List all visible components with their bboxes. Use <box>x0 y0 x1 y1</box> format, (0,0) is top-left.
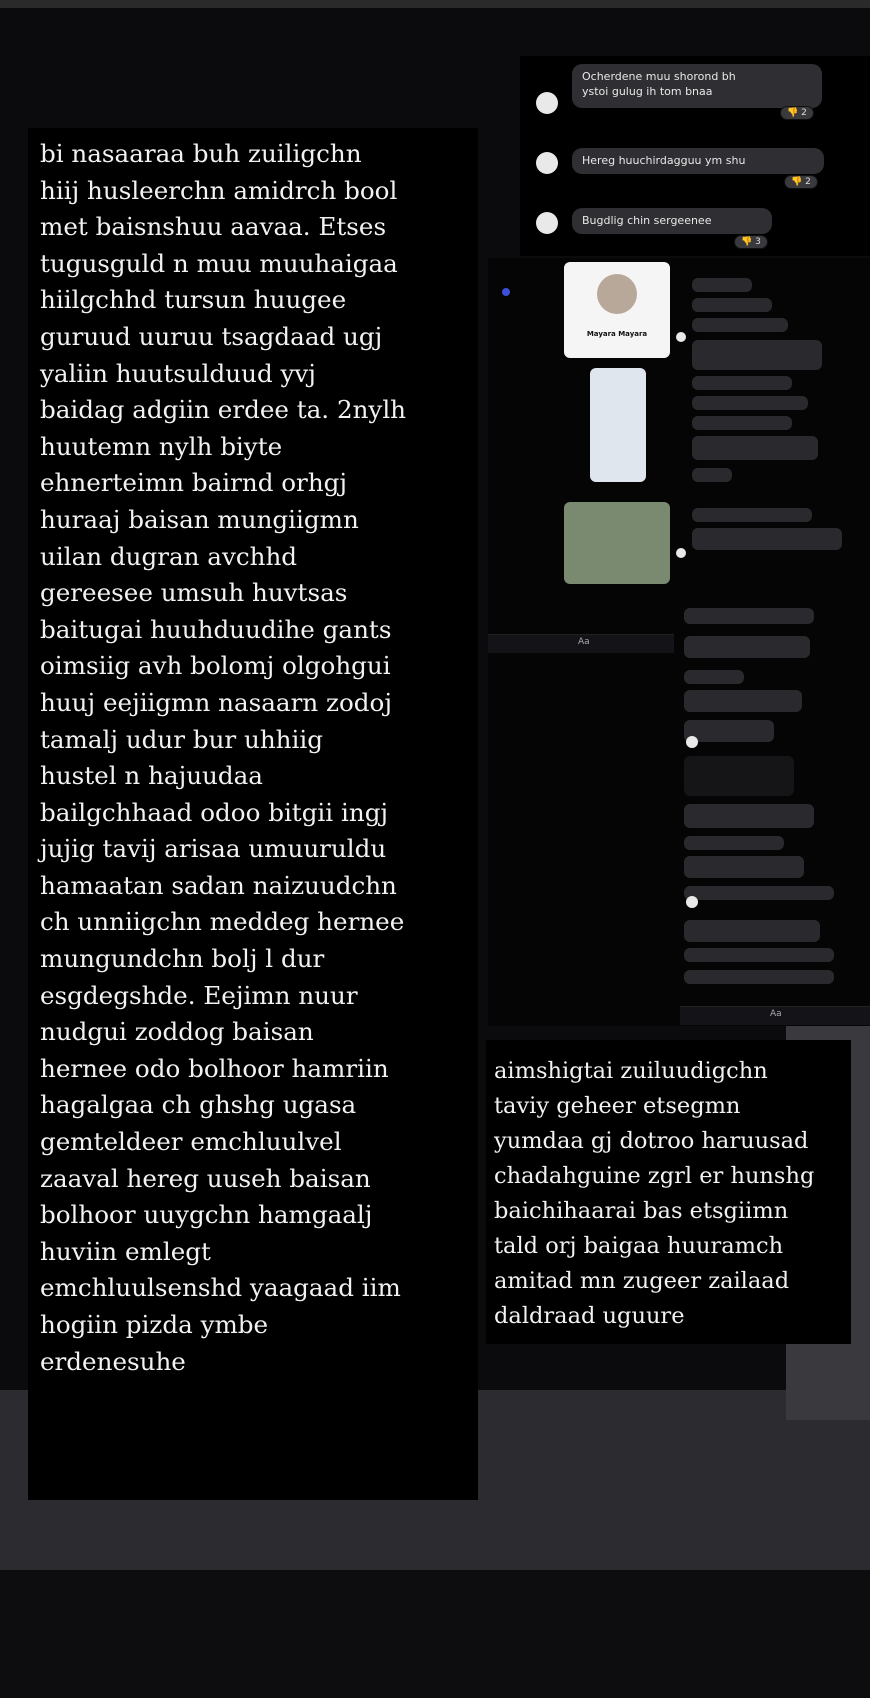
story-line: hustel n hajuudaa <box>40 761 263 791</box>
message-line <box>692 298 772 312</box>
story-line: baitugai huuhduudihe gants <box>40 614 392 644</box>
avatar <box>676 548 686 558</box>
message-line <box>692 318 788 332</box>
avatar <box>536 152 558 174</box>
story-line: erdenesuhe <box>40 1346 186 1376</box>
story-line: hiilgchhd tursun huugee <box>40 285 347 315</box>
profile-card <box>564 262 670 358</box>
chat-bubble <box>572 64 822 108</box>
story-line: oimsiig avh bolomj olgohgui <box>40 651 391 681</box>
chat-text: Hereg huuchirdagguu ym shu <box>582 154 746 167</box>
side-story-line: yumdaa gj dotroo haruusad <box>494 1128 809 1154</box>
message-line <box>684 920 820 942</box>
message-line <box>684 804 814 828</box>
message-line <box>684 608 814 624</box>
story-text-side-panel <box>486 1040 851 1344</box>
avatar <box>686 896 698 908</box>
story-line: huviin emlegt <box>40 1236 211 1266</box>
story-line: esgdegshde. Eejimn nuur <box>40 980 358 1010</box>
reaction-count: 2 <box>805 177 811 187</box>
message-line <box>692 528 842 550</box>
profile-avatar <box>597 274 637 314</box>
story-line: nudgui zoddog baisan <box>40 1017 314 1047</box>
message-line <box>692 416 792 430</box>
story-line: huraaj baisan mungiigmn <box>40 504 359 534</box>
message-line <box>692 508 812 522</box>
story-line: baidag adgiin erdee ta. 2nylh <box>40 395 407 425</box>
story-line: emchluulsenshd yaagaad iim <box>40 1273 401 1303</box>
message-line <box>684 836 784 850</box>
side-story-line: taviy geheer etsegmn <box>494 1093 741 1119</box>
story-line: yaliin huutsulduud yvj <box>40 358 316 388</box>
chat-text: Bugdlig chin sergeenee <box>582 214 712 227</box>
message-line <box>684 948 834 962</box>
story-line: hernee odo bolhoor hamriin <box>40 1053 389 1083</box>
side-story-line: chadahguine zgrl er hunshg <box>494 1163 815 1189</box>
story-line: tamalj udur bur uhhiig <box>40 724 323 754</box>
story-line: met baisnshuu aavaa. Etses <box>40 212 387 242</box>
side-story-line: tald orj baigaa huuramch <box>494 1233 784 1259</box>
message-line <box>684 670 744 684</box>
chat-screenshot-middle <box>488 258 870 586</box>
chat-bubble <box>572 148 824 174</box>
status-dot <box>502 288 510 296</box>
reaction-count: 2 <box>801 108 807 118</box>
message-line <box>684 690 802 712</box>
reaction-count: 3 <box>755 237 761 247</box>
story-line: huutemn nylh biyte <box>40 431 283 461</box>
story-line: hiij husleerchn amidrch bool <box>40 175 398 205</box>
avatar <box>686 736 698 748</box>
story-line: bailgchhaad odoo bitgii ingj <box>40 797 389 827</box>
story-line: gemteldeer emchluulvel <box>40 1127 342 1157</box>
story-line: hagalgaa ch ghshg ugasa <box>40 1090 357 1120</box>
message-line <box>684 856 804 878</box>
story-line: bolhoor uuygchn hamgaalj <box>40 1200 373 1230</box>
message-line <box>692 376 792 390</box>
story-line: tugusguld n muu muuhaigaa <box>40 248 398 278</box>
composer-bar <box>488 634 674 653</box>
story-line: mungundchn bolj l dur <box>40 944 325 974</box>
story-line: jujig tavij arisaa umuuruldu <box>40 834 387 864</box>
story-line: bi nasaaraa buh zuiligchn <box>40 139 362 168</box>
story-line: hamaatan sadan naizuudchn <box>40 870 397 900</box>
chat-bubble <box>572 208 772 234</box>
chat-screenshot-top <box>520 56 870 256</box>
story-line: ch unniigchn meddeg hernee <box>40 907 405 937</box>
reaction-badge: 👎 2 <box>784 175 818 189</box>
message-line <box>692 396 808 410</box>
side-story-line: baichihaarai bas etsgiimn <box>494 1198 789 1224</box>
story-line: huuj eejiigmn nasaarn zodoj <box>40 687 392 717</box>
story-line: zaaval hereg uuseh baisan <box>40 1163 371 1193</box>
composer-bar <box>680 1006 870 1025</box>
image-preview <box>590 368 646 482</box>
top-edge <box>0 0 870 8</box>
story-line: hogiin pizda ymbe <box>40 1310 269 1339</box>
message-line <box>684 756 794 796</box>
avatar <box>536 92 558 114</box>
message-line <box>684 886 834 900</box>
message-line <box>692 468 732 482</box>
message-line <box>692 340 822 370</box>
story-line: gereesee umsuh huvtsas <box>40 578 348 608</box>
background-bottom <box>0 1570 870 1698</box>
message-line <box>692 278 752 292</box>
message-line <box>692 436 818 460</box>
profile-name: Mayara Mayara <box>586 330 648 338</box>
side-story-line: daldraad uguure <box>494 1303 685 1329</box>
avatar <box>536 212 558 234</box>
chat-text: Ocherdene muu shorond bh <box>582 70 736 83</box>
chat-screenshot-lower <box>488 586 870 1026</box>
side-story-line: amitad mn zugeer zailaad <box>494 1268 790 1294</box>
image-preview <box>564 502 670 584</box>
reaction-badge: 👎 2 <box>780 106 814 120</box>
story-text-panel <box>28 128 478 1500</box>
message-line <box>684 970 834 984</box>
reaction-badge: 👎 3 <box>734 235 768 249</box>
story-line: ehnerteimn bairnd orhgj <box>40 468 348 498</box>
message-line <box>684 636 810 658</box>
chat-text: ystoi gulug ih tom bnaa <box>582 85 713 98</box>
story-line: uilan dugran avchhd <box>40 541 298 571</box>
avatar <box>676 332 686 342</box>
composer-placeholder: Aa <box>770 1009 782 1019</box>
story-line: guruud uuruu tsagdaad ugj <box>40 321 383 351</box>
composer-placeholder: Aa <box>578 637 590 647</box>
side-story-line: aimshigtai zuiluudigchn <box>494 1058 768 1084</box>
